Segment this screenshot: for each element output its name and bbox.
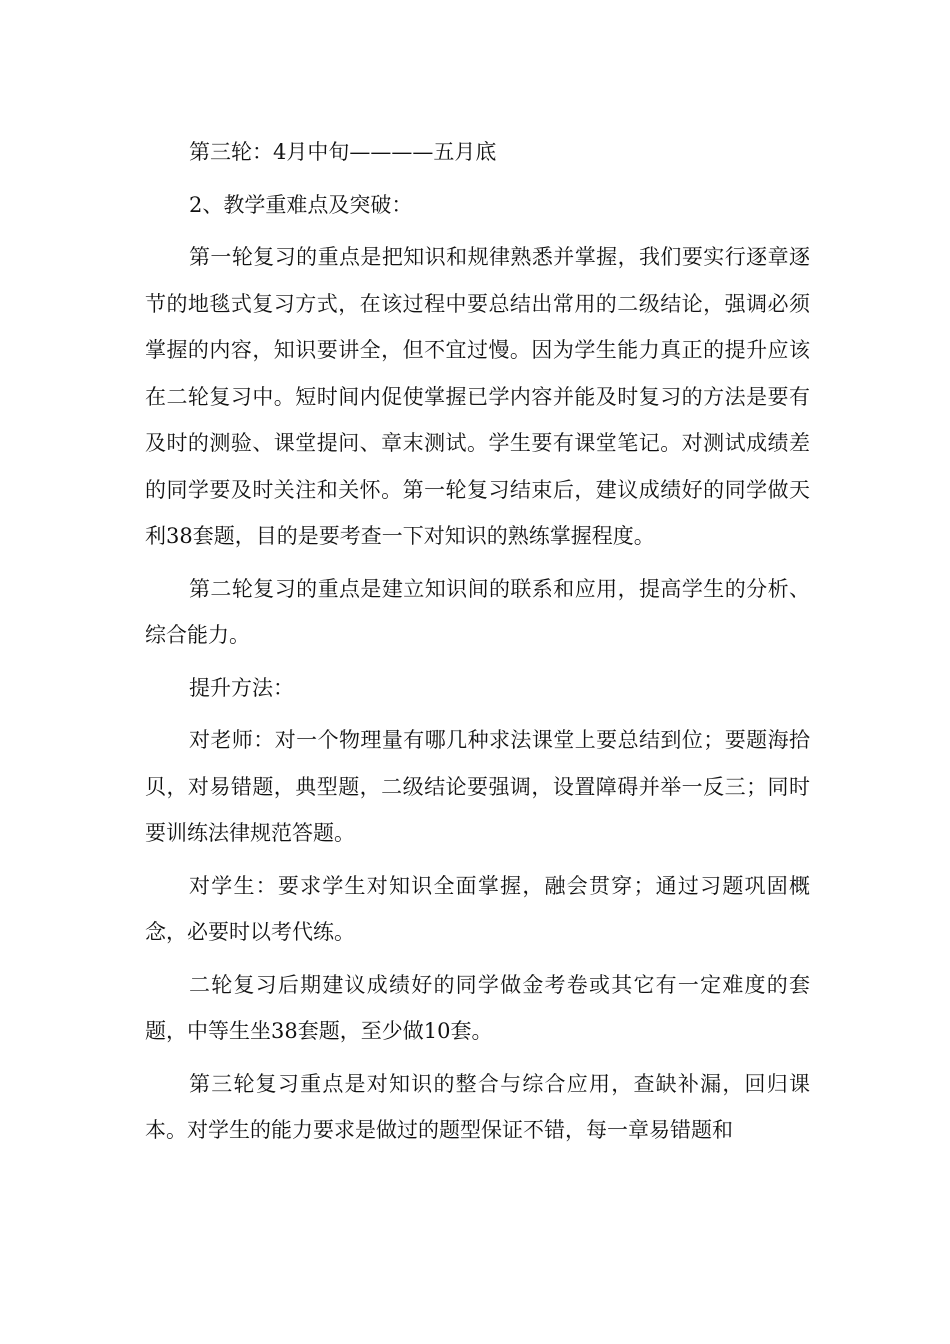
document-body [145, 129, 810, 1160]
paragraph-first-round-review: 第一轮复习的重点是把知识和规律熟悉并掌握，我们要实行逐章逐节的地毯式复习方式，在该过程中要总结出常用的二级结论，强调必须掌握的内容，知识要讲全，但不宜过慢。因为学生能力真正的提升应该在二轮复习中。短时间内促使掌握已学内容并能及时复习的方法是要有及时的测验、课堂提问、章末测试。学生要有课堂笔记。对测试成绩差的同学要及时关注和关怀。第一轮复习结束后，建议成绩好的同学做天利38套题，目的是要考查一下对知识的熟练掌握程度。 [145, 245, 810, 548]
paragraph-round-three-schedule: 第三轮：4月中旬————五月底 [189, 140, 497, 164]
paragraph-third-round-review: 第三轮复习重点是对知识的整合与综合应用，查缺补漏，回归课本。对学生的能力要求是做过的题型保证不错，每一章易错题和 [145, 1071, 810, 1142]
paragraph-for-students: 对学生：要求学生对知识全面掌握，融会贯穿；通过习题巩固概念，必要时以考代练。 [145, 873, 810, 944]
paragraph-late-second-round: 二轮复习后期建议成绩好的同学做金考卷或其它有一定难度的套题，中等生坐38套题，至少做10套。 [145, 972, 810, 1043]
heading-teaching-key-points: 2、教学重难点及突破： [189, 192, 413, 217]
paragraph-second-round-review: 第二轮复习的重点是建立知识间的联系和应用，提高学生的分析、综合能力。 [145, 576, 810, 647]
paragraph-for-teachers: 对老师：对一个物理量有哪几种求法课堂上要总结到位；要题海拾贝，对易错题，典型题，二级结论要强调，设置障碍并举一反三；同时要训练法律规范答题。 [145, 728, 810, 845]
heading-improvement-methods: 提升方法： [189, 675, 294, 700]
